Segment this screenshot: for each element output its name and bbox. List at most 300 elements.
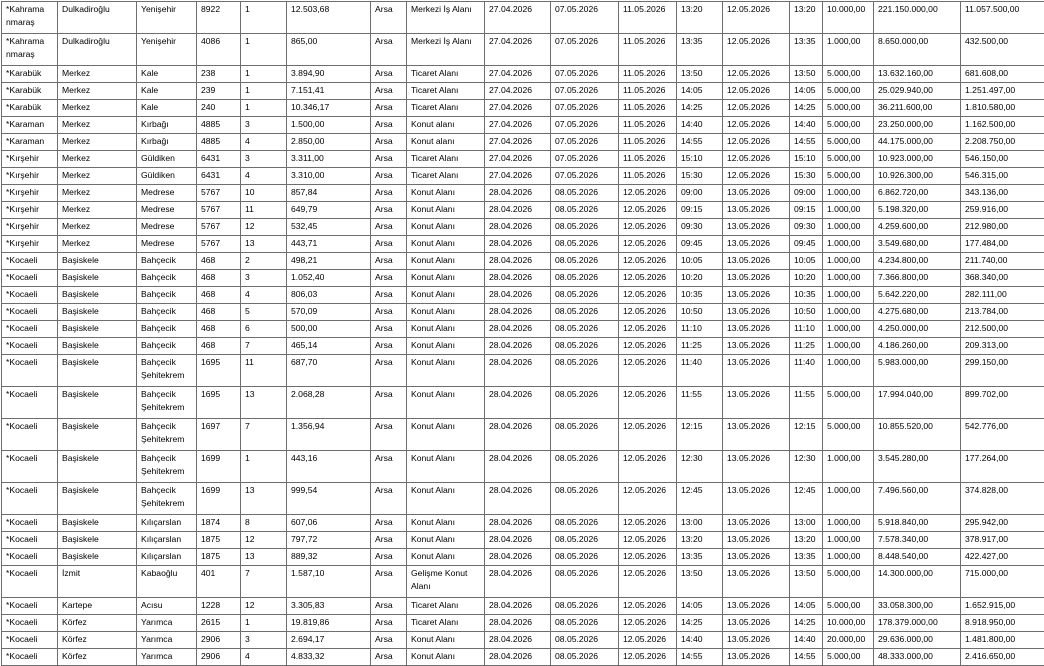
cell-ada: 1699 [197,483,241,515]
table-row [2,321,1044,338]
cell-ihale-saati: 09:15 [790,202,823,219]
cell-teminat-tarihi: 11.05.2026 [619,34,677,66]
cell-ihale-tarihi: 13.05.2026 [723,219,790,236]
cell-gecici-teminat: 211.740,00 [961,253,1044,270]
cell-imar-durumu: Konut Alanı [407,355,485,387]
cell-ihale-saati: 09:30 [790,219,823,236]
cell-ada: 401 [197,566,241,598]
cell-ihale-tarihi: 13.05.2026 [723,483,790,515]
cell-ihale-saati: 13:20 [790,2,823,34]
cell-il: *Kırşehir [2,236,58,253]
cell-yuzolcumu: 7.151,41 [287,83,371,100]
cell-nitelik: Arsa [371,338,407,355]
cell-saat: 13:50 [677,66,723,83]
cell-ihale-saati: 14:40 [790,632,823,649]
cell-nitelik: Arsa [371,321,407,338]
cell-ilan-tarihi: 28.04.2026 [485,387,551,419]
table-row [2,451,1044,483]
cell-artis-tutari: 1.000,00 [823,321,874,338]
cell-saat: 12:15 [677,419,723,451]
cell-ada: 4885 [197,117,241,134]
cell-ilan-tarihi: 28.04.2026 [485,304,551,321]
cell-ada: 1875 [197,532,241,549]
cell-gecici-teminat: 368.340,00 [961,270,1044,287]
cell-ihale-saati: 11:25 [790,338,823,355]
cell-ilan-tarihi: 28.04.2026 [485,338,551,355]
table-row [2,632,1044,649]
cell-ada: 468 [197,304,241,321]
table-row [2,34,1044,66]
cell-ilan-tarihi: 28.04.2026 [485,321,551,338]
cell-ilce: Körfez [58,615,137,632]
cell-saat: 14:25 [677,615,723,632]
table-row [2,355,1044,387]
cell-yuzolcumu: 2.068,28 [287,387,371,419]
cell-il: *Kocaeli [2,419,58,451]
cell-imar-durumu: Konut Alanı [407,185,485,202]
cell-yuzolcumu: 687,70 [287,355,371,387]
cell-mahalle: Medrese [137,236,197,253]
table-row [2,117,1044,134]
cell-son-basvuru-tarihi: 07.05.2026 [551,151,619,168]
cell-saat: 12:45 [677,483,723,515]
cell-ilce: İzmit [58,566,137,598]
cell-nitelik: Arsa [371,151,407,168]
cell-parsel: 1 [241,34,287,66]
cell-il: *Kocaeli [2,615,58,632]
cell-muhammen-bedel: 221.150.000,00 [874,2,961,34]
cell-ilce: Merkez [58,134,137,151]
cell-saat: 14:40 [677,632,723,649]
cell-saat: 14:55 [677,134,723,151]
cell-ilce: Başiskele [58,355,137,387]
cell-mahalle: Yenişehir [137,34,197,66]
cell-son-basvuru-tarihi: 08.05.2026 [551,202,619,219]
cell-saat: 09:45 [677,236,723,253]
cell-artis-tutari: 1.000,00 [823,338,874,355]
cell-artis-tutari: 1.000,00 [823,219,874,236]
cell-yuzolcumu: 3.305,83 [287,598,371,615]
cell-gecici-teminat: 374.828,00 [961,483,1044,515]
cell-nitelik: Arsa [371,134,407,151]
cell-muhammen-bedel: 48.333.000,00 [874,649,961,666]
cell-yuzolcumu: 12.503,68 [287,2,371,34]
cell-parsel: 1 [241,83,287,100]
cell-teminat-tarihi: 12.05.2026 [619,287,677,304]
cell-yuzolcumu: 806,03 [287,287,371,304]
cell-il: *Kırşehir [2,219,58,236]
cell-muhammen-bedel: 36.211.600,00 [874,100,961,117]
cell-ilce: Merkez [58,151,137,168]
cell-yuzolcumu: 865,00 [287,34,371,66]
cell-parsel: 11 [241,202,287,219]
cell-teminat-tarihi: 12.05.2026 [619,185,677,202]
cell-ilan-tarihi: 28.04.2026 [485,202,551,219]
cell-parsel: 12 [241,598,287,615]
cell-yuzolcumu: 999,54 [287,483,371,515]
cell-yuzolcumu: 649,79 [287,202,371,219]
cell-parsel: 4 [241,168,287,185]
cell-teminat-tarihi: 12.05.2026 [619,355,677,387]
cell-parsel: 13 [241,236,287,253]
cell-gecici-teminat: 177.264,00 [961,451,1044,483]
cell-imar-durumu: Konut Alanı [407,532,485,549]
cell-saat: 14:40 [677,117,723,134]
cell-ihale-tarihi: 12.05.2026 [723,83,790,100]
cell-ihale-saati: 14:25 [790,100,823,117]
cell-ihale-saati: 11:40 [790,355,823,387]
table-row [2,566,1044,598]
cell-son-basvuru-tarihi: 08.05.2026 [551,532,619,549]
cell-nitelik: Arsa [371,253,407,270]
cell-saat: 15:30 [677,168,723,185]
cell-ada: 2615 [197,615,241,632]
cell-mahalle: Bahçecik Şehitekrem [137,483,197,515]
cell-mahalle: Bahçecik [137,321,197,338]
cell-ihale-tarihi: 13.05.2026 [723,270,790,287]
cell-son-basvuru-tarihi: 08.05.2026 [551,632,619,649]
cell-nitelik: Arsa [371,236,407,253]
cell-ihale-saati: 12:30 [790,451,823,483]
cell-imar-durumu: Konut Alanı [407,253,485,270]
table-row [2,100,1044,117]
cell-nitelik: Arsa [371,100,407,117]
table-row [2,304,1044,321]
cell-ada: 6431 [197,168,241,185]
cell-ilce: Merkez [58,66,137,83]
cell-mahalle: Yenişehir [137,2,197,34]
cell-yuzolcumu: 1.356,94 [287,419,371,451]
cell-il: *Kırşehir [2,185,58,202]
cell-yuzolcumu: 857,84 [287,185,371,202]
cell-il: *Karabük [2,100,58,117]
cell-mahalle: Kırbağı [137,117,197,134]
cell-ilce: Başiskele [58,483,137,515]
cell-ihale-saati: 14:05 [790,83,823,100]
cell-ilce: Başiskele [58,532,137,549]
cell-imar-durumu: Konut alanı [407,134,485,151]
cell-son-basvuru-tarihi: 07.05.2026 [551,134,619,151]
cell-yuzolcumu: 10.346,17 [287,100,371,117]
cell-ilce: Merkez [58,236,137,253]
cell-il: *Kocaeli [2,387,58,419]
table-row [2,287,1044,304]
cell-mahalle: Kale [137,83,197,100]
cell-imar-durumu: Ticaret Alanı [407,66,485,83]
cell-parsel: 7 [241,419,287,451]
cell-il: *Kocaeli [2,598,58,615]
cell-muhammen-bedel: 23.250.000,00 [874,117,961,134]
cell-il: *Karabük [2,83,58,100]
cell-mahalle: Bahçecik Şehitekrem [137,355,197,387]
cell-ada: 1875 [197,549,241,566]
cell-muhammen-bedel: 10.923.000,00 [874,151,961,168]
cell-ilce: Başiskele [58,451,137,483]
cell-muhammen-bedel: 7.496.560,00 [874,483,961,515]
cell-ilce: Merkez [58,117,137,134]
cell-son-basvuru-tarihi: 08.05.2026 [551,549,619,566]
cell-mahalle: Bahçecik [137,338,197,355]
cell-son-basvuru-tarihi: 08.05.2026 [551,304,619,321]
cell-il: *Kocaeli [2,451,58,483]
cell-ihale-saati: 13:35 [790,549,823,566]
cell-ilan-tarihi: 28.04.2026 [485,185,551,202]
cell-teminat-tarihi: 11.05.2026 [619,100,677,117]
cell-mahalle: Acısu [137,598,197,615]
cell-mahalle: Kale [137,66,197,83]
cell-nitelik: Arsa [371,34,407,66]
cell-son-basvuru-tarihi: 08.05.2026 [551,451,619,483]
cell-son-basvuru-tarihi: 07.05.2026 [551,168,619,185]
cell-imar-durumu: Konut Alanı [407,202,485,219]
cell-ihale-saati: 13:50 [790,566,823,598]
cell-mahalle: Bahçecik [137,253,197,270]
cell-muhammen-bedel: 25.029.940,00 [874,83,961,100]
cell-ihale-saati: 15:10 [790,151,823,168]
cell-artis-tutari: 1.000,00 [823,270,874,287]
cell-imar-durumu: Ticaret Alanı [407,100,485,117]
cell-ilce: Körfez [58,632,137,649]
cell-il: *Karabük [2,66,58,83]
cell-muhammen-bedel: 10.926.300,00 [874,168,961,185]
cell-ihale-tarihi: 13.05.2026 [723,355,790,387]
cell-gecici-teminat: 1.481.800,00 [961,632,1044,649]
cell-ihale-saati: 14:05 [790,598,823,615]
cell-teminat-tarihi: 12.05.2026 [619,236,677,253]
cell-ihale-tarihi: 12.05.2026 [723,66,790,83]
cell-nitelik: Arsa [371,387,407,419]
cell-gecici-teminat: 209.313,00 [961,338,1044,355]
cell-saat: 13:20 [677,532,723,549]
cell-ilce: Merkez [58,202,137,219]
cell-teminat-tarihi: 12.05.2026 [619,632,677,649]
cell-ilan-tarihi: 28.04.2026 [485,253,551,270]
cell-yuzolcumu: 443,16 [287,451,371,483]
cell-saat: 09:30 [677,219,723,236]
cell-yuzolcumu: 498,21 [287,253,371,270]
cell-parsel: 1 [241,2,287,34]
cell-il: *Kocaeli [2,532,58,549]
cell-nitelik: Arsa [371,649,407,666]
cell-parsel: 3 [241,632,287,649]
cell-imar-durumu: Konut Alanı [407,515,485,532]
cell-ihale-saati: 14:55 [790,649,823,666]
cell-ilan-tarihi: 28.04.2026 [485,598,551,615]
cell-il: *Kırşehir [2,168,58,185]
table-row [2,2,1044,34]
cell-nitelik: Arsa [371,632,407,649]
cell-gecici-teminat: 282.111,00 [961,287,1044,304]
cell-gecici-teminat: 212.980,00 [961,219,1044,236]
cell-artis-tutari: 1.000,00 [823,236,874,253]
table-row [2,236,1044,253]
cell-yuzolcumu: 1.052,40 [287,270,371,287]
cell-ihale-saati: 14:25 [790,615,823,632]
cell-artis-tutari: 1.000,00 [823,532,874,549]
cell-ada: 6431 [197,151,241,168]
cell-gecici-teminat: 177.484,00 [961,236,1044,253]
cell-gecici-teminat: 546.315,00 [961,168,1044,185]
cell-ihale-tarihi: 13.05.2026 [723,338,790,355]
cell-ilan-tarihi: 28.04.2026 [485,287,551,304]
cell-ada: 1695 [197,355,241,387]
table-row [2,202,1044,219]
cell-saat: 13:50 [677,566,723,598]
cell-ada: 468 [197,287,241,304]
cell-yuzolcumu: 443,71 [287,236,371,253]
cell-teminat-tarihi: 12.05.2026 [619,202,677,219]
cell-gecici-teminat: 8.918.950,00 [961,615,1044,632]
cell-il: *Kocaeli [2,338,58,355]
cell-teminat-tarihi: 12.05.2026 [619,419,677,451]
cell-ilan-tarihi: 28.04.2026 [485,451,551,483]
cell-ihale-tarihi: 13.05.2026 [723,253,790,270]
cell-il: *Kocaeli [2,566,58,598]
table-row [2,151,1044,168]
cell-nitelik: Arsa [371,598,407,615]
cell-teminat-tarihi: 11.05.2026 [619,2,677,34]
cell-saat: 11:40 [677,355,723,387]
cell-artis-tutari: 5.000,00 [823,419,874,451]
cell-gecici-teminat: 2.208.750,00 [961,134,1044,151]
cell-ihale-tarihi: 13.05.2026 [723,236,790,253]
cell-imar-durumu: Konut Alanı [407,287,485,304]
cell-ilce: Merkez [58,168,137,185]
cell-imar-durumu: Merkezi İş Alanı [407,2,485,34]
cell-ada: 1695 [197,387,241,419]
cell-ilce: Başiskele [58,304,137,321]
cell-mahalle: Bahçecik Şehitekrem [137,451,197,483]
cell-artis-tutari: 20.000,00 [823,632,874,649]
cell-ilce: Başiskele [58,338,137,355]
cell-ihale-tarihi: 12.05.2026 [723,134,790,151]
cell-teminat-tarihi: 12.05.2026 [619,338,677,355]
cell-ada: 1699 [197,451,241,483]
table-row [2,615,1044,632]
cell-imar-durumu: Konut Alanı [407,236,485,253]
cell-son-basvuru-tarihi: 08.05.2026 [551,270,619,287]
cell-yuzolcumu: 3.310,00 [287,168,371,185]
cell-il: *Karaman [2,134,58,151]
cell-ilan-tarihi: 28.04.2026 [485,532,551,549]
cell-ilan-tarihi: 28.04.2026 [485,219,551,236]
cell-parsel: 4 [241,287,287,304]
cell-saat: 10:50 [677,304,723,321]
cell-muhammen-bedel: 7.578.340,00 [874,532,961,549]
cell-ilan-tarihi: 27.04.2026 [485,151,551,168]
cell-ihale-saati: 13:35 [790,34,823,66]
cell-muhammen-bedel: 13.632.160,00 [874,66,961,83]
cell-saat: 14:55 [677,649,723,666]
cell-son-basvuru-tarihi: 08.05.2026 [551,483,619,515]
cell-saat: 13:35 [677,34,723,66]
cell-nitelik: Arsa [371,287,407,304]
cell-son-basvuru-tarihi: 08.05.2026 [551,219,619,236]
cell-imar-durumu: Konut Alanı [407,270,485,287]
cell-ada: 4885 [197,134,241,151]
cell-teminat-tarihi: 12.05.2026 [619,515,677,532]
cell-son-basvuru-tarihi: 08.05.2026 [551,566,619,598]
cell-mahalle: Kılıçarslan [137,515,197,532]
cell-imar-durumu: Konut Alanı [407,632,485,649]
cell-ihale-tarihi: 13.05.2026 [723,304,790,321]
cell-nitelik: Arsa [371,515,407,532]
cell-mahalle: Yarımca [137,649,197,666]
cell-mahalle: Medrese [137,185,197,202]
cell-artis-tutari: 5.000,00 [823,151,874,168]
cell-ilan-tarihi: 28.04.2026 [485,270,551,287]
cell-muhammen-bedel: 4.259.600,00 [874,219,961,236]
cell-muhammen-bedel: 8.650.000,00 [874,34,961,66]
cell-ada: 2906 [197,649,241,666]
cell-ilce: Merkez [58,219,137,236]
cell-ihale-saati: 14:40 [790,117,823,134]
cell-son-basvuru-tarihi: 08.05.2026 [551,515,619,532]
cell-ilan-tarihi: 28.04.2026 [485,419,551,451]
cell-nitelik: Arsa [371,2,407,34]
cell-nitelik: Arsa [371,304,407,321]
cell-nitelik: Arsa [371,615,407,632]
cell-gecici-teminat: 1.251.497,00 [961,83,1044,100]
cell-ada: 468 [197,338,241,355]
cell-ihale-saati: 11:10 [790,321,823,338]
cell-yuzolcumu: 889,32 [287,549,371,566]
cell-ada: 1697 [197,419,241,451]
cell-gecici-teminat: 2.416.650,00 [961,649,1044,666]
cell-artis-tutari: 5.000,00 [823,100,874,117]
cell-teminat-tarihi: 11.05.2026 [619,66,677,83]
cell-teminat-tarihi: 12.05.2026 [619,549,677,566]
cell-saat: 14:05 [677,598,723,615]
cell-ilce: Başiskele [58,270,137,287]
cell-artis-tutari: 1.000,00 [823,483,874,515]
cell-parsel: 1 [241,100,287,117]
cell-teminat-tarihi: 12.05.2026 [619,304,677,321]
cell-ada: 468 [197,321,241,338]
cell-ilce: Dulkadiroğlu [58,2,137,34]
cell-parsel: 12 [241,219,287,236]
cell-il: *Kocaeli [2,483,58,515]
cell-saat: 11:25 [677,338,723,355]
cell-ilan-tarihi: 27.04.2026 [485,83,551,100]
cell-parsel: 4 [241,134,287,151]
cell-muhammen-bedel: 4.186.260,00 [874,338,961,355]
cell-artis-tutari: 10.000,00 [823,615,874,632]
cell-ihale-saati: 12:15 [790,419,823,451]
cell-nitelik: Arsa [371,117,407,134]
cell-parsel: 1 [241,66,287,83]
cell-son-basvuru-tarihi: 08.05.2026 [551,598,619,615]
cell-son-basvuru-tarihi: 08.05.2026 [551,649,619,666]
cell-imar-durumu: Ticaret Alanı [407,168,485,185]
cell-ilce: Dulkadiroğlu [58,34,137,66]
cell-ilan-tarihi: 28.04.2026 [485,515,551,532]
cell-ilan-tarihi: 28.04.2026 [485,566,551,598]
cell-artis-tutari: 1.000,00 [823,355,874,387]
cell-artis-tutari: 5.000,00 [823,66,874,83]
cell-ilce: Merkez [58,185,137,202]
cell-ilce: Başiskele [58,253,137,270]
cell-son-basvuru-tarihi: 08.05.2026 [551,615,619,632]
table-row [2,185,1044,202]
cell-parsel: 2 [241,253,287,270]
cell-ilan-tarihi: 28.04.2026 [485,615,551,632]
cell-teminat-tarihi: 12.05.2026 [619,451,677,483]
cell-saat: 14:05 [677,83,723,100]
cell-saat: 13:35 [677,549,723,566]
cell-ihale-tarihi: 12.05.2026 [723,100,790,117]
cell-muhammen-bedel: 44.175.000,00 [874,134,961,151]
